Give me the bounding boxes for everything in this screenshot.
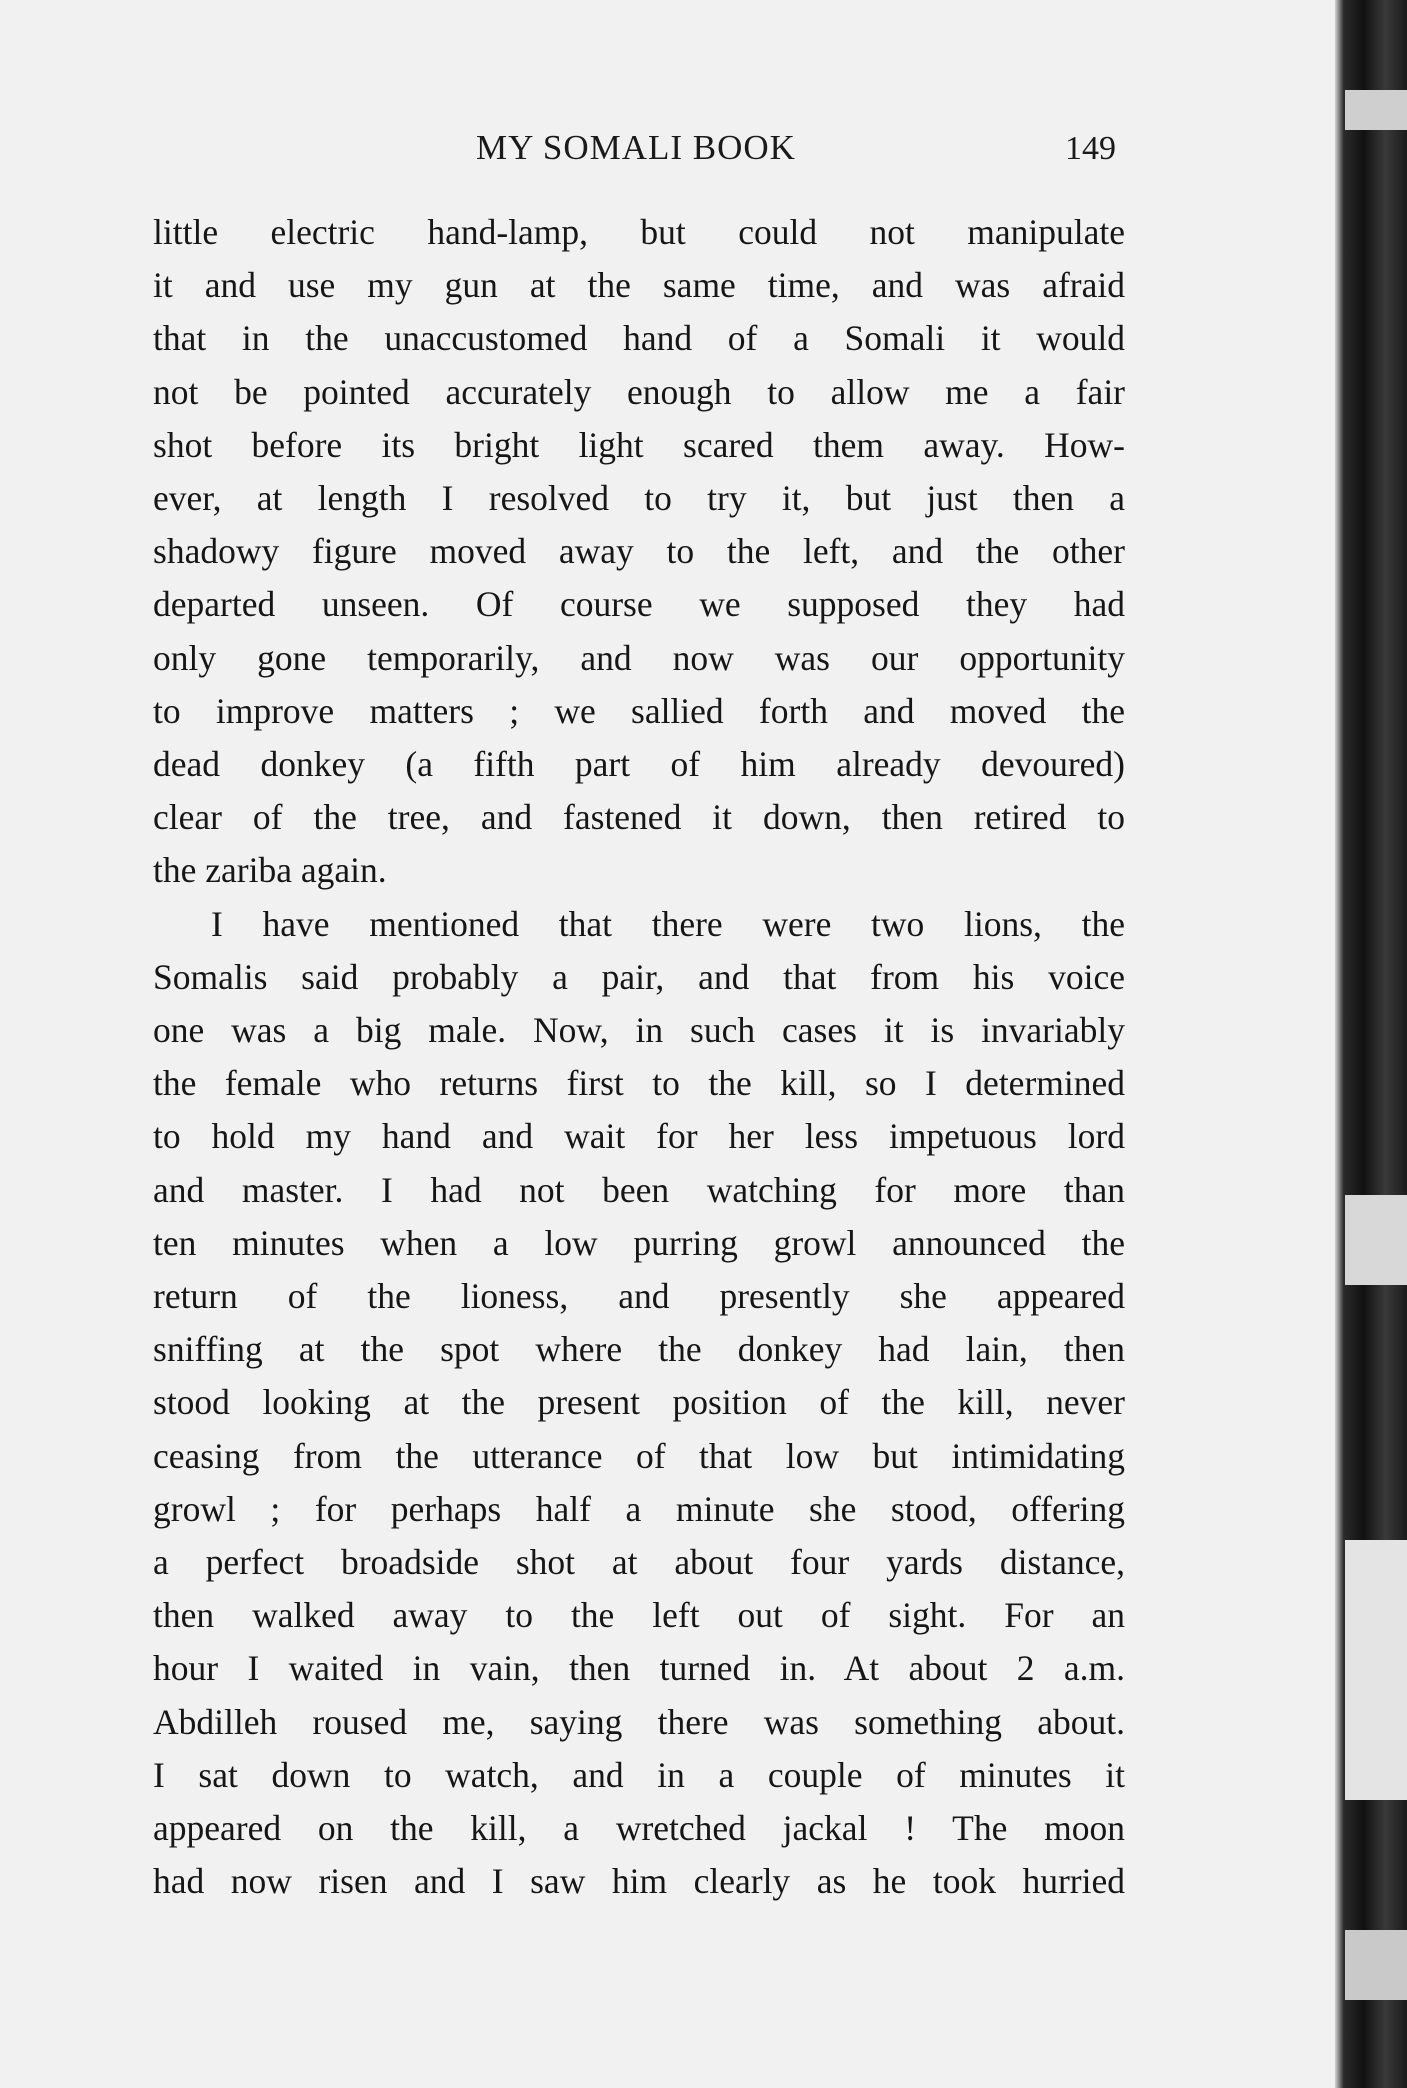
running-title: MY SOMALI BOOK xyxy=(476,128,796,167)
text-line: growl ; for perhaps half a minute she stood, offering xyxy=(153,1488,1125,1529)
scan-edge-patch xyxy=(1345,1195,1407,1285)
text-line: little electric hand-lamp, but could not manipulate xyxy=(153,212,1125,252)
text-line: the female who returns first to the kill, so I determined xyxy=(153,1063,1125,1104)
text-line: had now risen and I saw him clearly as he took hurried xyxy=(153,1861,1125,1902)
body-text xyxy=(153,206,1125,1909)
text-line: then walked away to the left out of sight. For an xyxy=(153,1595,1125,1636)
text-line: shadowy figure moved away to the left, and the other xyxy=(153,531,1125,572)
text-line: to improve matters ; we sallied forth and moved the xyxy=(153,690,1125,731)
text-line: ten minutes when a low purring growl announced the xyxy=(153,1222,1125,1263)
text-line: Somalis said probably a pair, and that from his voice xyxy=(153,956,1125,997)
text-line: that in the unaccustomed hand of a Somali it would xyxy=(153,318,1125,359)
paragraph-start-line: I have mentioned that there were two lions, the xyxy=(211,903,1125,944)
text-line: and master. I had not been watching for more than xyxy=(153,1169,1125,1210)
scan-edge-patch xyxy=(1345,1930,1407,2000)
scan-edge-patch xyxy=(1345,90,1407,130)
text-line: sniffing at the spot where the donkey had lain, then xyxy=(153,1329,1125,1370)
text-line: ever, at length I resolved to try it, but just then a xyxy=(153,478,1125,519)
running-head xyxy=(150,128,1122,184)
text-line: appeared on the kill, a wretched jackal ! The moon xyxy=(153,1808,1125,1849)
text-line: stood looking at the present position of the kill, never xyxy=(153,1382,1125,1423)
text-line: it and use my gun at the same time, and was afraid xyxy=(153,265,1125,306)
text-line: departed unseen. Of course we supposed they had xyxy=(153,584,1125,625)
text-line: one was a big male. Now, in such cases it is invariably xyxy=(153,1010,1125,1051)
text-line: not be pointed accurately enough to allow me a fair xyxy=(153,371,1125,412)
text-line: clear of the tree, and fastened it down, then retired to xyxy=(153,797,1125,838)
paragraph-end-line: the zariba again. xyxy=(153,850,387,891)
text-line: a perfect broadside shot at about four yards distance, xyxy=(153,1542,1125,1583)
text-line: return of the lioness, and presently she appeared xyxy=(153,1276,1125,1317)
scan-edge-patch xyxy=(1345,1540,1407,1800)
text-line: Abdilleh roused me, saying there was something about. xyxy=(153,1701,1125,1742)
text-line: shot before its bright light scared them away. How- xyxy=(153,424,1125,465)
text-line: ceasing from the utterance of that low but intimidating xyxy=(153,1435,1125,1476)
text-line: dead donkey (a fifth part of him already devoured) xyxy=(153,744,1125,785)
page-number: 149 xyxy=(1065,130,1116,167)
text-line: I sat down to watch, and in a couple of minutes it xyxy=(153,1754,1125,1795)
text-line: to hold my hand and wait for her less impetuous lord xyxy=(153,1116,1125,1157)
text-line: hour I waited in vain, then turned in. At about 2 a.m. xyxy=(153,1648,1125,1689)
text-line: only gone temporarily, and now was our opportunity xyxy=(153,637,1125,678)
